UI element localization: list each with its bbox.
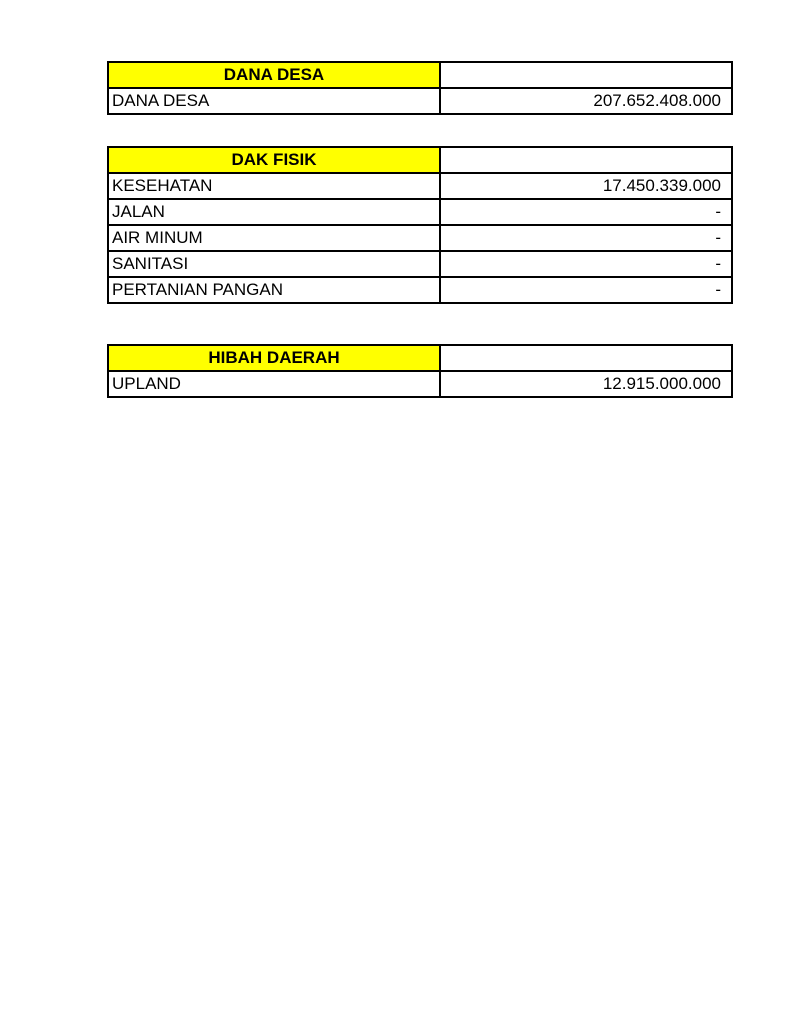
section-title: HIBAH DAERAH — [108, 345, 440, 371]
row-value: - — [440, 251, 732, 277]
table-header-row — [108, 147, 732, 173]
empty-header-cell — [440, 147, 732, 173]
row-value: 207.652.408.000 — [440, 88, 732, 114]
table-header-row — [108, 62, 732, 88]
section-title: DANA DESA — [108, 62, 440, 88]
table-row — [108, 371, 732, 397]
row-label: KESEHATAN — [108, 173, 440, 199]
table-row — [108, 277, 732, 303]
empty-header-cell — [440, 62, 732, 88]
row-label: JALAN — [108, 199, 440, 225]
row-label: UPLAND — [108, 371, 440, 397]
row-label: DANA DESA — [108, 88, 440, 114]
row-label: SANITASI — [108, 251, 440, 277]
empty-header-cell — [440, 345, 732, 371]
dana-desa-table — [107, 61, 733, 115]
hibah-daerah-table — [107, 344, 733, 398]
row-label: PERTANIAN PANGAN — [108, 277, 440, 303]
table-row — [108, 225, 732, 251]
row-value: - — [440, 277, 732, 303]
section-title: DAK FISIK — [108, 147, 440, 173]
table-header-row — [108, 345, 732, 371]
table-row — [108, 88, 732, 114]
table-row — [108, 173, 732, 199]
row-value: 17.450.339.000 — [440, 173, 732, 199]
table-row — [108, 251, 732, 277]
row-value: - — [440, 199, 732, 225]
row-value: 12.915.000.000 — [440, 371, 732, 397]
row-value: - — [440, 225, 732, 251]
table-row — [108, 199, 732, 225]
dak-fisik-table — [107, 146, 733, 304]
row-label: AIR MINUM — [108, 225, 440, 251]
